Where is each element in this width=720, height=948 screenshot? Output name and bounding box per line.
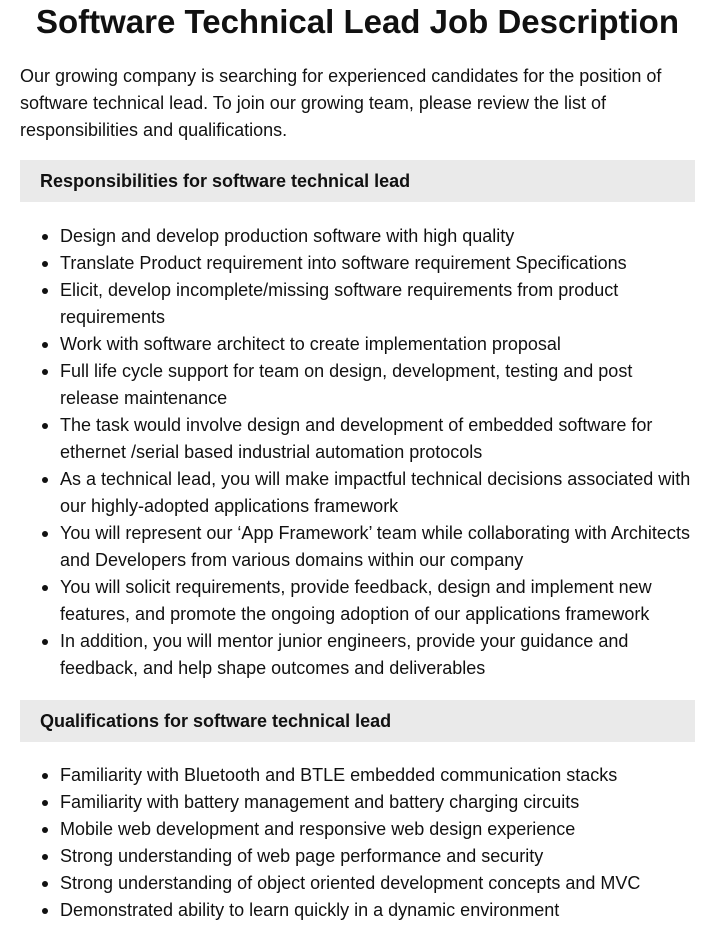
list-item: You will represent our ‘App Framework’ team while collaborating with Architects and Developers from various domains within our company — [60, 520, 695, 574]
list-item: In addition, you will mentor junior engineers, provide your guidance and feedback, and help shape outcomes and deliverables — [60, 628, 695, 682]
list-item: Familiarity with battery management and battery charging circuits — [60, 789, 695, 816]
list-item: As a technical lead, you will make impactful technical decisions associated with our highly-adopted applications framework — [60, 466, 695, 520]
responsibilities-heading: Responsibilities for software technical lead — [20, 160, 695, 202]
list-item: Work with software architect to create implementation proposal — [60, 331, 695, 358]
page-title: Software Technical Lead Job Description — [35, 3, 680, 40]
list-item: Translate Product requirement into software requirement Specifications — [60, 250, 695, 277]
list-item: The task would involve design and development of embedded software for ethernet /serial based industrial automation protocols — [60, 412, 695, 466]
list-item: Strong understanding of object oriented development concepts and MVC — [60, 870, 695, 897]
list-item: Strong understanding of web page performance and security — [60, 843, 695, 870]
qualifications-list — [20, 762, 695, 924]
list-item: Demonstrated ability to learn quickly in a dynamic environment — [60, 897, 695, 924]
list-item: Familiarity with Bluetooth and BTLE embedded communication stacks — [60, 762, 695, 789]
responsibilities-list — [20, 223, 695, 682]
intro-paragraph: Our growing company is searching for experienced candidates for the position of software technical lead. To join our growing team, please review the list of responsibilities and qualifications. — [20, 66, 662, 140]
list-item: Design and develop production software with high quality — [60, 223, 695, 250]
list-item: You will solicit requirements, provide feedback, design and implement new features, and promote the ongoing adoption of our applications framework — [60, 574, 695, 628]
list-item: Full life cycle support for team on design, development, testing and post release maintenance — [60, 358, 695, 412]
qualifications-heading: Qualifications for software technical lead — [20, 700, 695, 742]
list-item: Mobile web development and responsive web design experience — [60, 816, 695, 843]
list-item: Elicit, develop incomplete/missing software requirements from product requirements — [60, 277, 695, 331]
